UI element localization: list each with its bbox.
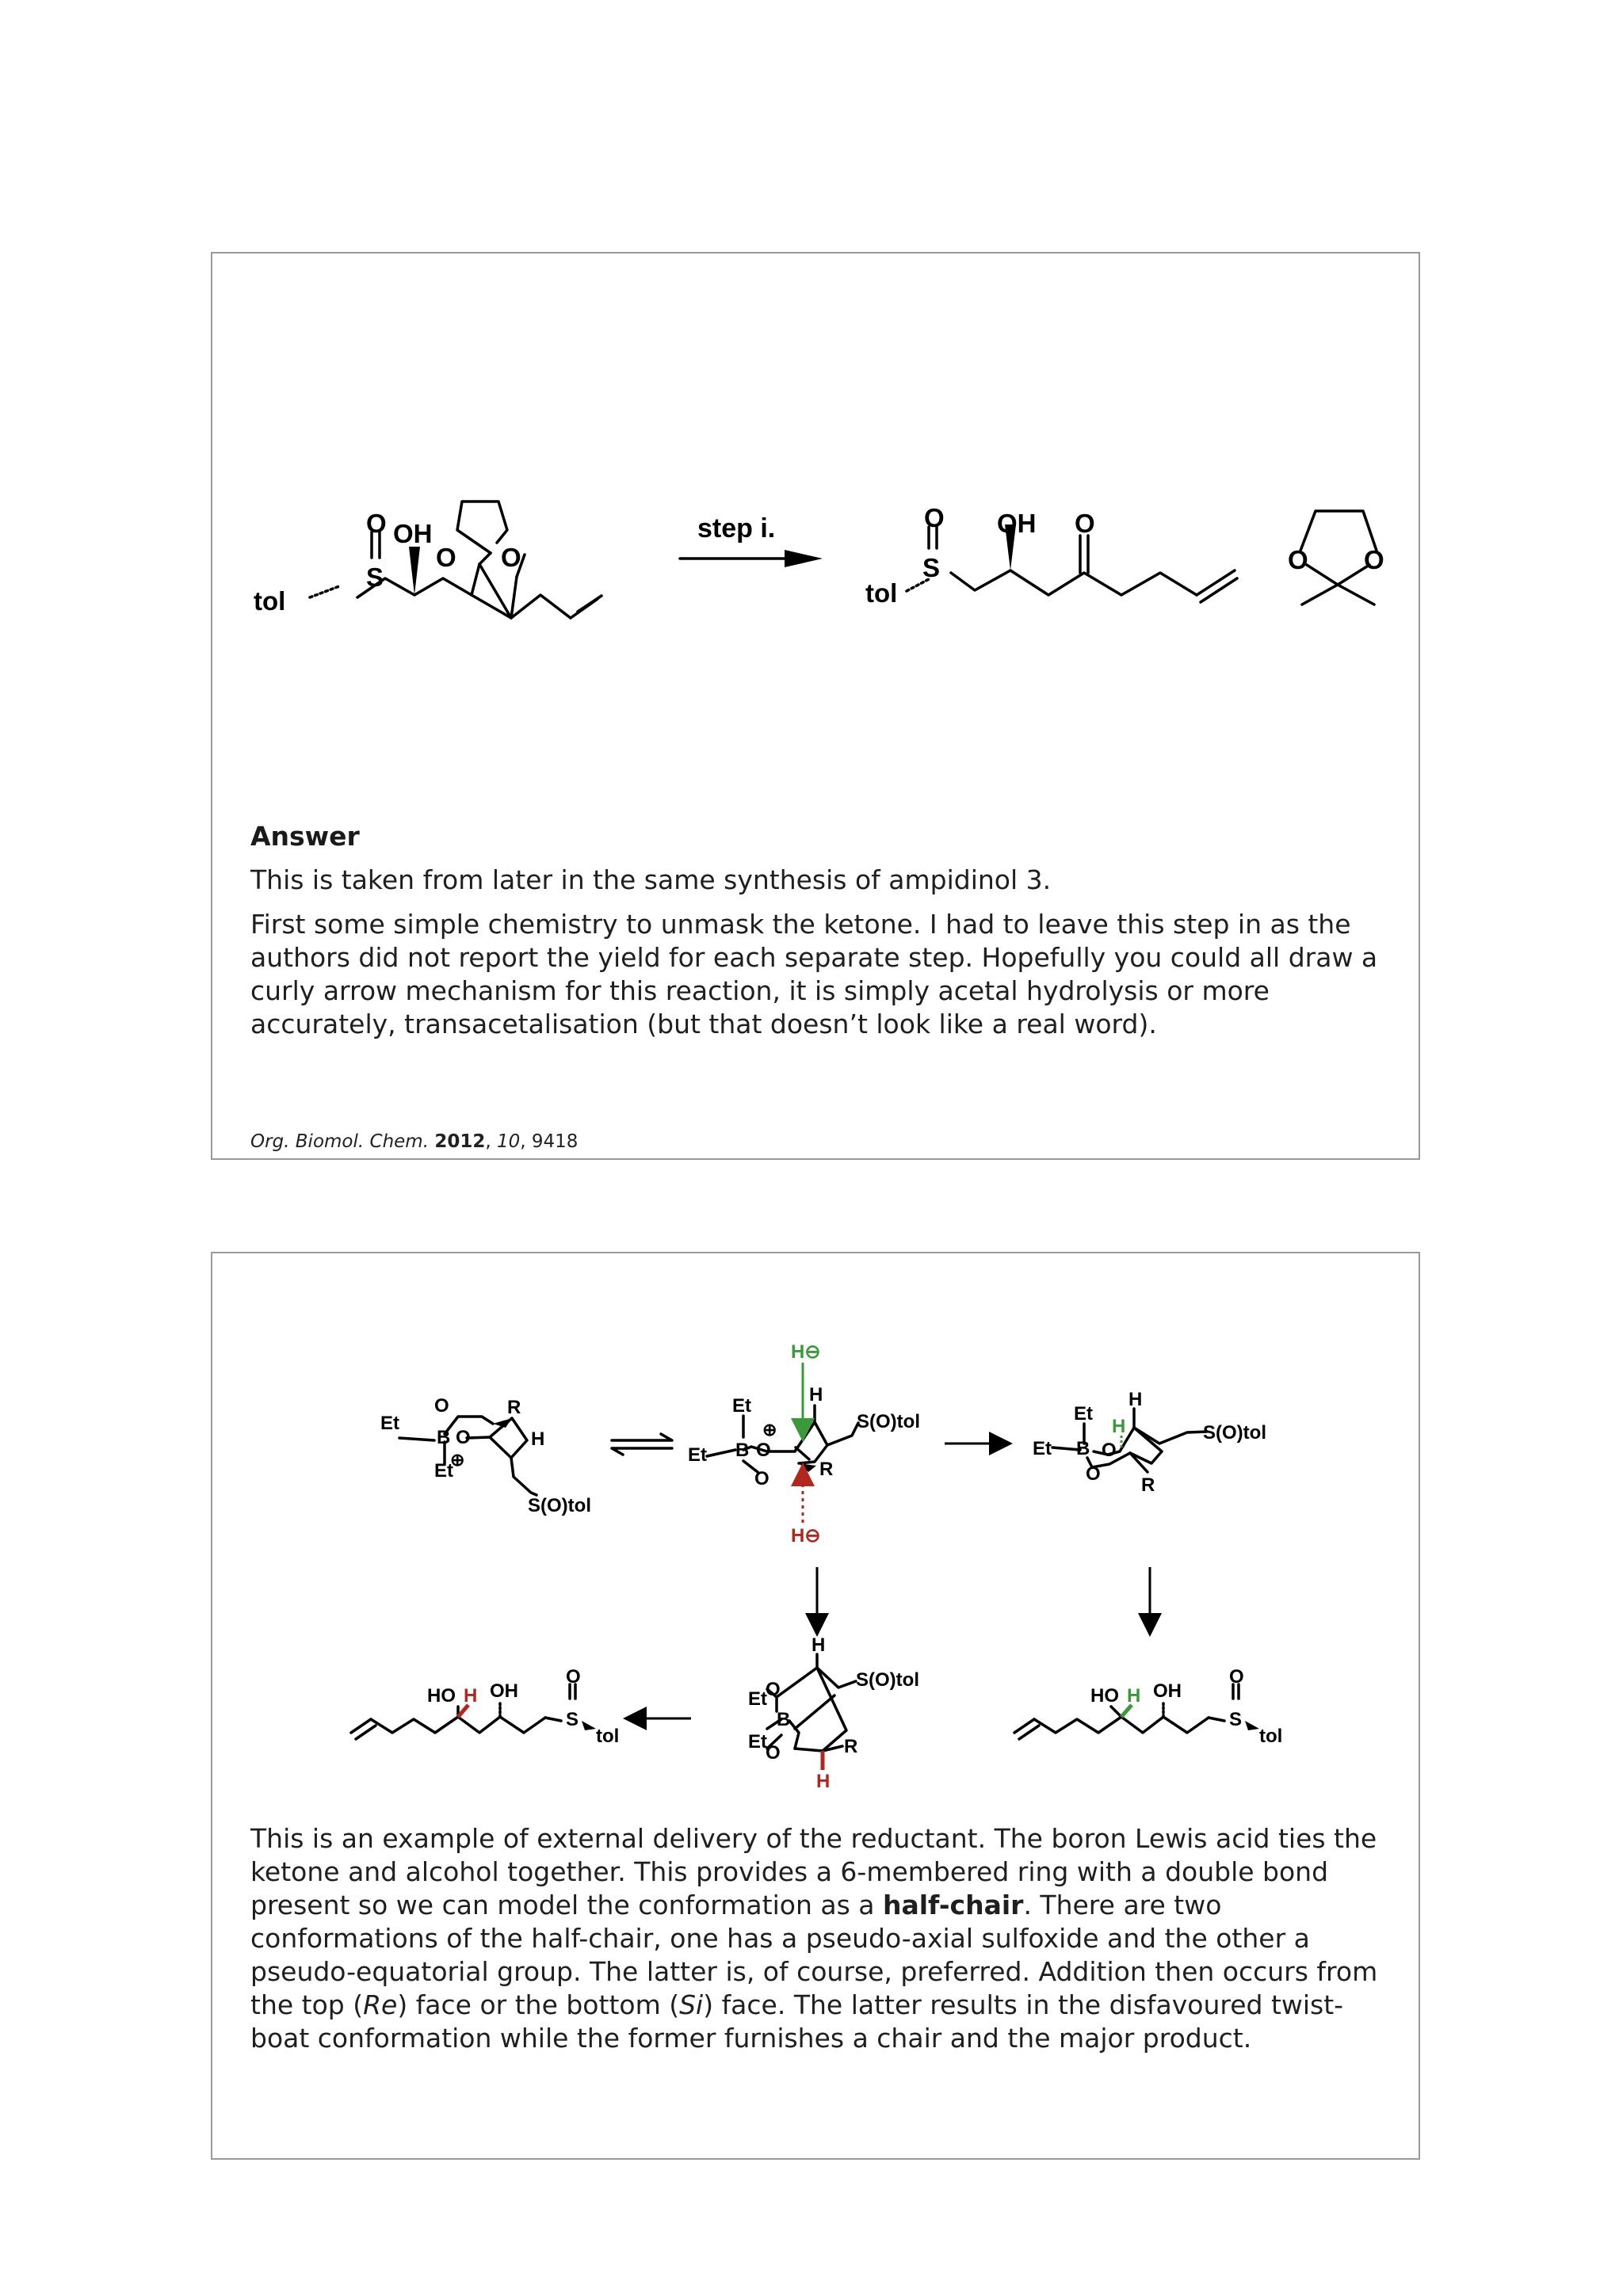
sm-tol: tol: [254, 586, 286, 616]
mechanism-explanation: [250, 1822, 1392, 2055]
product-hydroxyl: OH: [997, 509, 1037, 538]
s2-boron-o: O: [754, 1468, 769, 1489]
s3-h-green: H: [1112, 1416, 1126, 1437]
twist-boat-intermediate: [748, 1634, 919, 1792]
pr-ho: HO: [1090, 1685, 1119, 1707]
answer-paragraph-2: First some simple chemistry to unmask the ketone. I had to leave this step in as the authors did not report the yield for each separate step. Hopefully you could all draw a curly arrow mechanism for this reaction, it is simply acetal hydrolysis or more accurately, transacetalisation (but that doesn’t look like a real word).: [250, 909, 1378, 1039]
s3-o1: O: [1102, 1440, 1117, 1461]
product-ketone-o: O: [1075, 509, 1095, 538]
pl-h-red: H: [464, 1685, 478, 1707]
s1-et-top: Et: [380, 1413, 399, 1434]
product-sulfur: S: [922, 553, 941, 582]
s4-boron: B: [777, 1709, 791, 1730]
starting-material: [254, 502, 601, 618]
s4-o1: O: [766, 1679, 781, 1700]
product-tol: tol: [865, 578, 898, 608]
s1-r-group: R: [507, 1397, 521, 1418]
citation-year: 2012: [434, 1131, 486, 1152]
pl-s: S: [566, 1709, 579, 1730]
citation-page: 9418: [531, 1131, 579, 1152]
sm-hydroxyl: OH: [393, 519, 433, 548]
product-right-diol: [1014, 1666, 1282, 1747]
s2-et-top: Et: [732, 1395, 751, 1417]
answer-paragraph-1: This is taken from later in the same synthesis of ampidinol 3.: [250, 864, 1052, 895]
product-left-diol: [351, 1666, 619, 1747]
s1-et-bottom: Et: [434, 1460, 453, 1482]
s4-h: H: [812, 1634, 826, 1656]
s2-r-group: R: [819, 1459, 834, 1480]
pr-o: O: [1229, 1666, 1244, 1688]
acetal-hydrolysis-scheme: [212, 254, 1422, 697]
sm-sulfur: S: [366, 563, 384, 592]
s4-h-red: H: [816, 1771, 831, 1792]
byproduct-o2: O: [1364, 545, 1384, 574]
s2-boron: B: [735, 1440, 750, 1461]
reaction-arrow: [680, 513, 823, 567]
explanation-re-face: Re: [363, 1989, 398, 2020]
answer-heading: Answer: [250, 821, 360, 852]
product-sulfoxide-o: O: [924, 503, 945, 532]
slide-1: [211, 252, 1420, 1160]
s2-et-left: Et: [688, 1444, 707, 1466]
pr-s: S: [1229, 1709, 1243, 1730]
equilibrium-arrows: [612, 1434, 672, 1455]
s4-et-bottom: Et: [748, 1731, 767, 1753]
pl-tol: tol: [596, 1726, 620, 1747]
s2-sulfoxide: S(O)tol: [857, 1411, 920, 1432]
citation-volume: 10: [496, 1131, 521, 1152]
slide-2: [211, 1252, 1420, 2160]
citation-journal: Org. Biomol. Chem.: [250, 1131, 430, 1152]
pl-oh: OH: [490, 1680, 518, 1702]
s1-boron: B: [437, 1427, 451, 1448]
explanation-part-1: This is an example of external delivery of the reductant. The boron Lewis acid ties the ketone and alcohol together. This provides a 6-membered ring with a double bond present so we can model the conformation as a: [250, 1823, 1377, 1920]
chair-intermediate: [1033, 1389, 1266, 1496]
citation: Org. Biomol. Chem. 2012, 10, 9418: [250, 1131, 579, 1152]
s4-o2: O: [766, 1742, 781, 1764]
s2-h: H: [809, 1384, 823, 1405]
s4-r-group: R: [844, 1736, 858, 1757]
s1-sulfoxide: S(O)tol: [528, 1495, 591, 1516]
s2-carbonyl-o: O: [756, 1440, 771, 1461]
s1-h: H: [531, 1428, 545, 1450]
sm-sulfoxide-o: O: [366, 509, 387, 538]
sm-acetal-o2: O: [501, 543, 521, 572]
byproduct-dioxolane: [1288, 511, 1384, 605]
s3-o2: O: [1086, 1463, 1101, 1485]
pr-tol: tol: [1259, 1726, 1283, 1747]
s2-hydride-top: H⊖: [791, 1341, 821, 1363]
explanation-part-4: ) face. The latter results in the disfavoured twist-boat conformation while the former furnishes a chair and the major product.: [250, 1989, 1344, 2054]
pl-ho: HO: [427, 1685, 456, 1707]
s1-carbonyl-o: O: [456, 1427, 471, 1448]
s3-boron: B: [1076, 1438, 1090, 1459]
explanation-half-chair: half-chair: [882, 1890, 1024, 1920]
s1-boron-o-top: O: [434, 1395, 449, 1417]
product-ketone: [865, 503, 1237, 608]
s1-plus-charge: ⊕: [450, 1450, 465, 1470]
pl-o: O: [566, 1666, 581, 1688]
pr-oh: OH: [1153, 1680, 1182, 1702]
sm-acetal-o1: O: [436, 543, 456, 572]
s2-plus-charge: ⊕: [762, 1420, 777, 1440]
reagent-label: step i.: [697, 513, 776, 543]
s3-h: H: [1128, 1389, 1143, 1410]
complex-half-chair-1: [380, 1395, 591, 1516]
s3-et-top: Et: [1074, 1403, 1093, 1425]
s3-et-left: Et: [1033, 1438, 1052, 1459]
explanation-si-face: Si: [679, 1989, 704, 2020]
s3-r-group: R: [1141, 1474, 1155, 1496]
s4-sulfoxide: S(O)tol: [856, 1669, 919, 1691]
s2-hydride-bottom: H⊖: [791, 1525, 821, 1547]
explanation-part-3: ) face or the bottom (: [397, 1989, 680, 2020]
complex-half-chair-2: [688, 1341, 920, 1547]
byproduct-o1: O: [1288, 545, 1308, 574]
reduction-mechanism-scheme: [212, 1253, 1422, 1824]
s4-et-top: Et: [748, 1688, 767, 1710]
explanation-part-2: . There are two conformations of the half-chair, one has a pseudo-axial sulfoxide and the other a pseudo-equatorial group. The latter is, of course, preferred. Addition then occurs from the top (: [250, 1890, 1378, 2020]
pr-h-green: H: [1127, 1685, 1141, 1707]
s3-sulfoxide: S(O)tol: [1203, 1422, 1266, 1444]
